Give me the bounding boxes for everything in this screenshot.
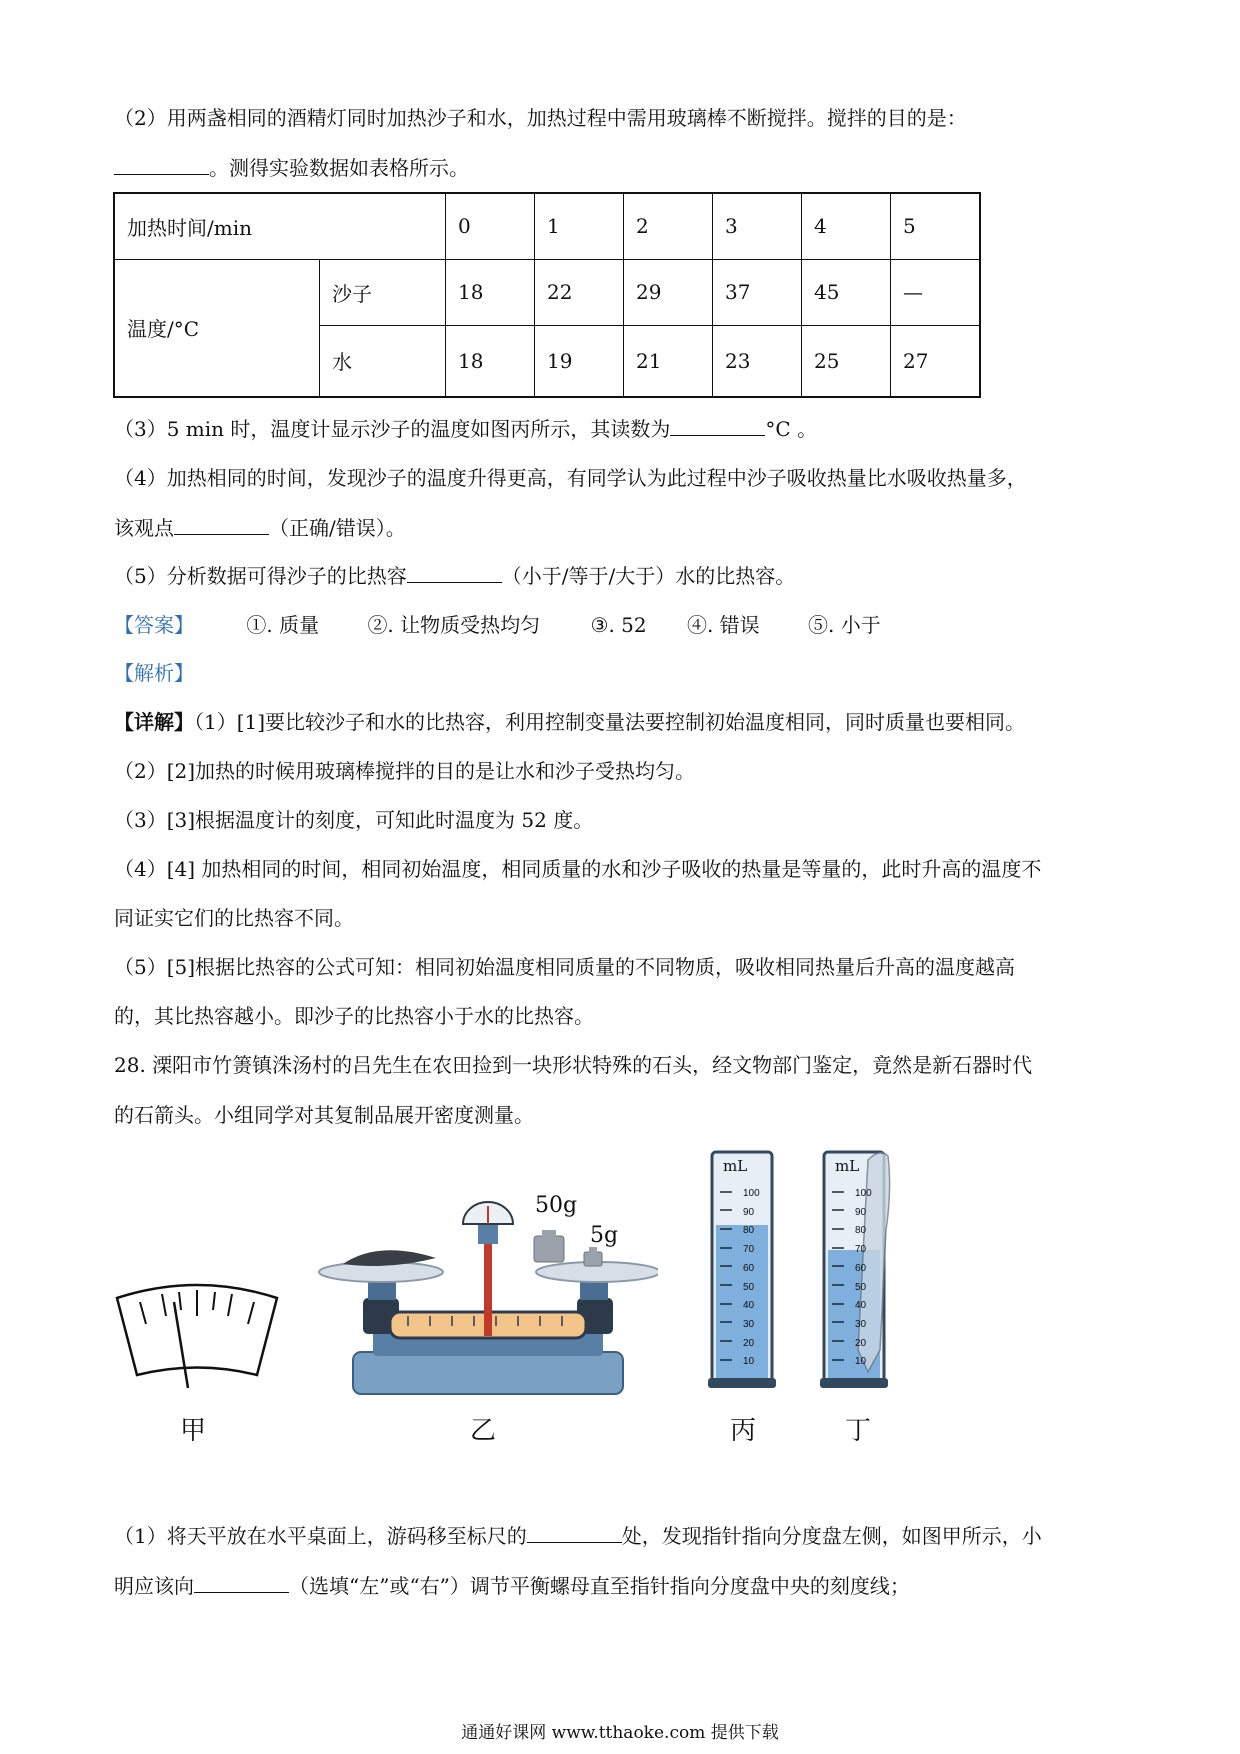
q5: [114, 562, 795, 590]
q2-line2: [114, 154, 469, 182]
time-cell: 3: [713, 193, 802, 259]
answer-blank: [114, 154, 209, 175]
answer-blank: [527, 1522, 622, 1543]
tick-label: 70: [743, 1244, 755, 1256]
table-cell: 18: [446, 325, 535, 397]
q28-line2: 的石箭头。小组同学对其复制品展开密度测量。: [114, 1103, 534, 1127]
answer-blank: [407, 562, 502, 583]
caption-yi: 乙: [470, 1416, 497, 1446]
time-cell: 2: [624, 193, 713, 259]
tick-label: 20: [855, 1337, 867, 1349]
answer-item: ③. 52: [590, 613, 647, 637]
q2-line2-text: 。测得实验数据如表格所示。: [209, 156, 469, 180]
time-cell: 1: [535, 193, 624, 259]
caption-bing: 丙: [730, 1416, 757, 1446]
tick-label: 10: [743, 1356, 755, 1368]
time-header: 加热时间/min: [114, 193, 446, 259]
tick-label: 80: [743, 1225, 755, 1237]
caption-ding: 丁: [845, 1416, 872, 1446]
data-table: [113, 192, 981, 398]
footer-watermark: 通通好课网 www.tthaoke.com 提供下载: [461, 1723, 779, 1743]
table-cell: 18: [446, 259, 535, 325]
q28-1-text-4: （选填“左”或“右”）调节平衡螺母直至指针指向分度盘中央的刻度线；: [289, 1574, 910, 1598]
tick-label: 60: [743, 1262, 755, 1274]
q28-1-text-3: 明应该向: [114, 1574, 194, 1598]
q3: [114, 415, 817, 443]
answer-blank: [174, 514, 269, 535]
cylinder-unit: mL: [723, 1157, 748, 1175]
cylinder-scale: [855, 1185, 872, 1372]
q28-line1: 28. 溧阳市竹箦镇洙汤村的吕先生在农田捡到一块形状特殊的石头，经文物部门鉴定，竟然是新石器时代: [114, 1053, 1033, 1077]
table-cell: 45: [802, 259, 891, 325]
q5-text: （5）分析数据可得沙子的比热容: [114, 564, 407, 588]
weight-50g-label: 50g: [535, 1193, 578, 1218]
detail-line3: （3）[3]根据温度计的刻度，可知此时温度为 52 度。: [114, 808, 594, 832]
q28-1-text: （1）将天平放在水平桌面上，游码移至标尺的: [114, 1524, 527, 1548]
scale-dial-figure: [112, 1280, 282, 1390]
balance-figure: [318, 1180, 658, 1398]
row-name: 沙子: [320, 259, 446, 325]
q3-text: （3）5 min 时，温度计显示沙子的温度如图丙所示，其读数为: [114, 417, 671, 441]
table-cell: 21: [624, 325, 713, 397]
table-cell: 27: [891, 325, 981, 397]
table-cell: —: [891, 259, 981, 325]
tick-label: 30: [855, 1318, 867, 1330]
table-cell: 29: [624, 259, 713, 325]
answer-item: ①. 质量: [246, 613, 320, 637]
time-cell: 4: [802, 193, 891, 259]
tick-label: 90: [855, 1206, 867, 1218]
answer-line: [114, 611, 881, 639]
tick-label: 90: [743, 1206, 755, 1218]
cylinder-unit: mL: [835, 1157, 860, 1175]
detail-line4a: （4）[4] 加热相同的时间，相同初始温度，相同质量的水和沙子吸收的热量是等量的，此时升高的温度不: [114, 857, 1042, 881]
detail-line1: [114, 708, 1025, 736]
q4-line1: （4）加热相同的时间，发现沙子的温度升得更高，有同学认为此过程中沙子吸收热量比水吸收热量多，: [114, 466, 1027, 490]
q3-unit: °C 。: [765, 417, 818, 441]
tick-label: 100: [855, 1188, 872, 1199]
tick-label: 60: [855, 1262, 867, 1274]
detail-line5b: 的，其比热容越小。即沙子的比热容小于水的比热容。: [114, 1004, 594, 1028]
table-cell: 37: [713, 259, 802, 325]
tick-label: 40: [743, 1300, 755, 1312]
tick-label: 30: [743, 1318, 755, 1330]
q5-options: （小于/等于/大于）水的比热容。: [501, 564, 796, 588]
tick-label: 20: [743, 1337, 755, 1349]
analysis-label: 【解析】: [114, 661, 194, 685]
detail-label: 【详解】: [114, 710, 194, 734]
detail-line2: （2）[2]加热的时候用玻璃棒搅拌的目的是让水和沙子受热均匀。: [114, 759, 696, 783]
q28-1-text-2: 处，发现指针指向分度盘左侧，如图甲所示，小: [621, 1524, 1042, 1548]
answer-label: 【答案】: [114, 613, 194, 637]
detail-line5a: （5）[5]根据比热容的公式可知：相同初始温度相同质量的不同物质，吸收相同热量后升高的温度越高: [114, 955, 1016, 979]
table-cell: 23: [713, 325, 802, 397]
answer-item: ④. 错误: [686, 613, 760, 637]
detail-text: （1）[1]要比较沙子和水的比热容，利用控制变量法要控制初始温度相同，同时质量也要相同。: [194, 710, 1026, 734]
tick-label: 100: [743, 1188, 760, 1199]
time-cell: 0: [446, 193, 535, 259]
answer-blank: [670, 415, 765, 436]
q28-1-line1: [114, 1522, 1042, 1550]
q28-1-line2: [114, 1572, 910, 1600]
time-cell: 5: [891, 193, 981, 259]
tick-label: 10: [855, 1356, 867, 1368]
tick-label: 70: [855, 1244, 867, 1256]
q2-line1: （2）用两盏相同的酒精灯同时加热沙子和水，加热过程中需用玻璃棒不断搅拌。搅拌的目的是：: [114, 106, 967, 130]
table-cell: 25: [802, 325, 891, 397]
tick-label: 50: [743, 1281, 755, 1293]
answer-item: ②. 让物质受热均匀: [367, 613, 541, 637]
q4-options: （正确/错误）。: [269, 516, 406, 540]
answer-blank: [194, 1572, 289, 1593]
tick-label: 80: [855, 1225, 867, 1237]
caption-jia: 甲: [180, 1416, 207, 1446]
cylinder-scale: [743, 1185, 760, 1372]
weight-5g-label: 5g: [590, 1223, 619, 1248]
temp-label: 温度/°C: [114, 259, 320, 397]
table-cell: 22: [535, 259, 624, 325]
cylinder-figure-bing: [708, 1150, 776, 1390]
q4-text: 该观点: [114, 516, 174, 540]
q4-line2: [114, 514, 406, 542]
tick-label: 40: [855, 1300, 867, 1312]
detail-line4b: 同证实它们的比热容不同。: [114, 906, 354, 930]
answer-item: ⑤. 小于: [808, 613, 881, 637]
tick-label: 50: [855, 1281, 867, 1293]
table-cell: 19: [535, 325, 624, 397]
table-row: [114, 193, 980, 259]
table-row: [114, 259, 980, 325]
row-name: 水: [320, 325, 446, 397]
